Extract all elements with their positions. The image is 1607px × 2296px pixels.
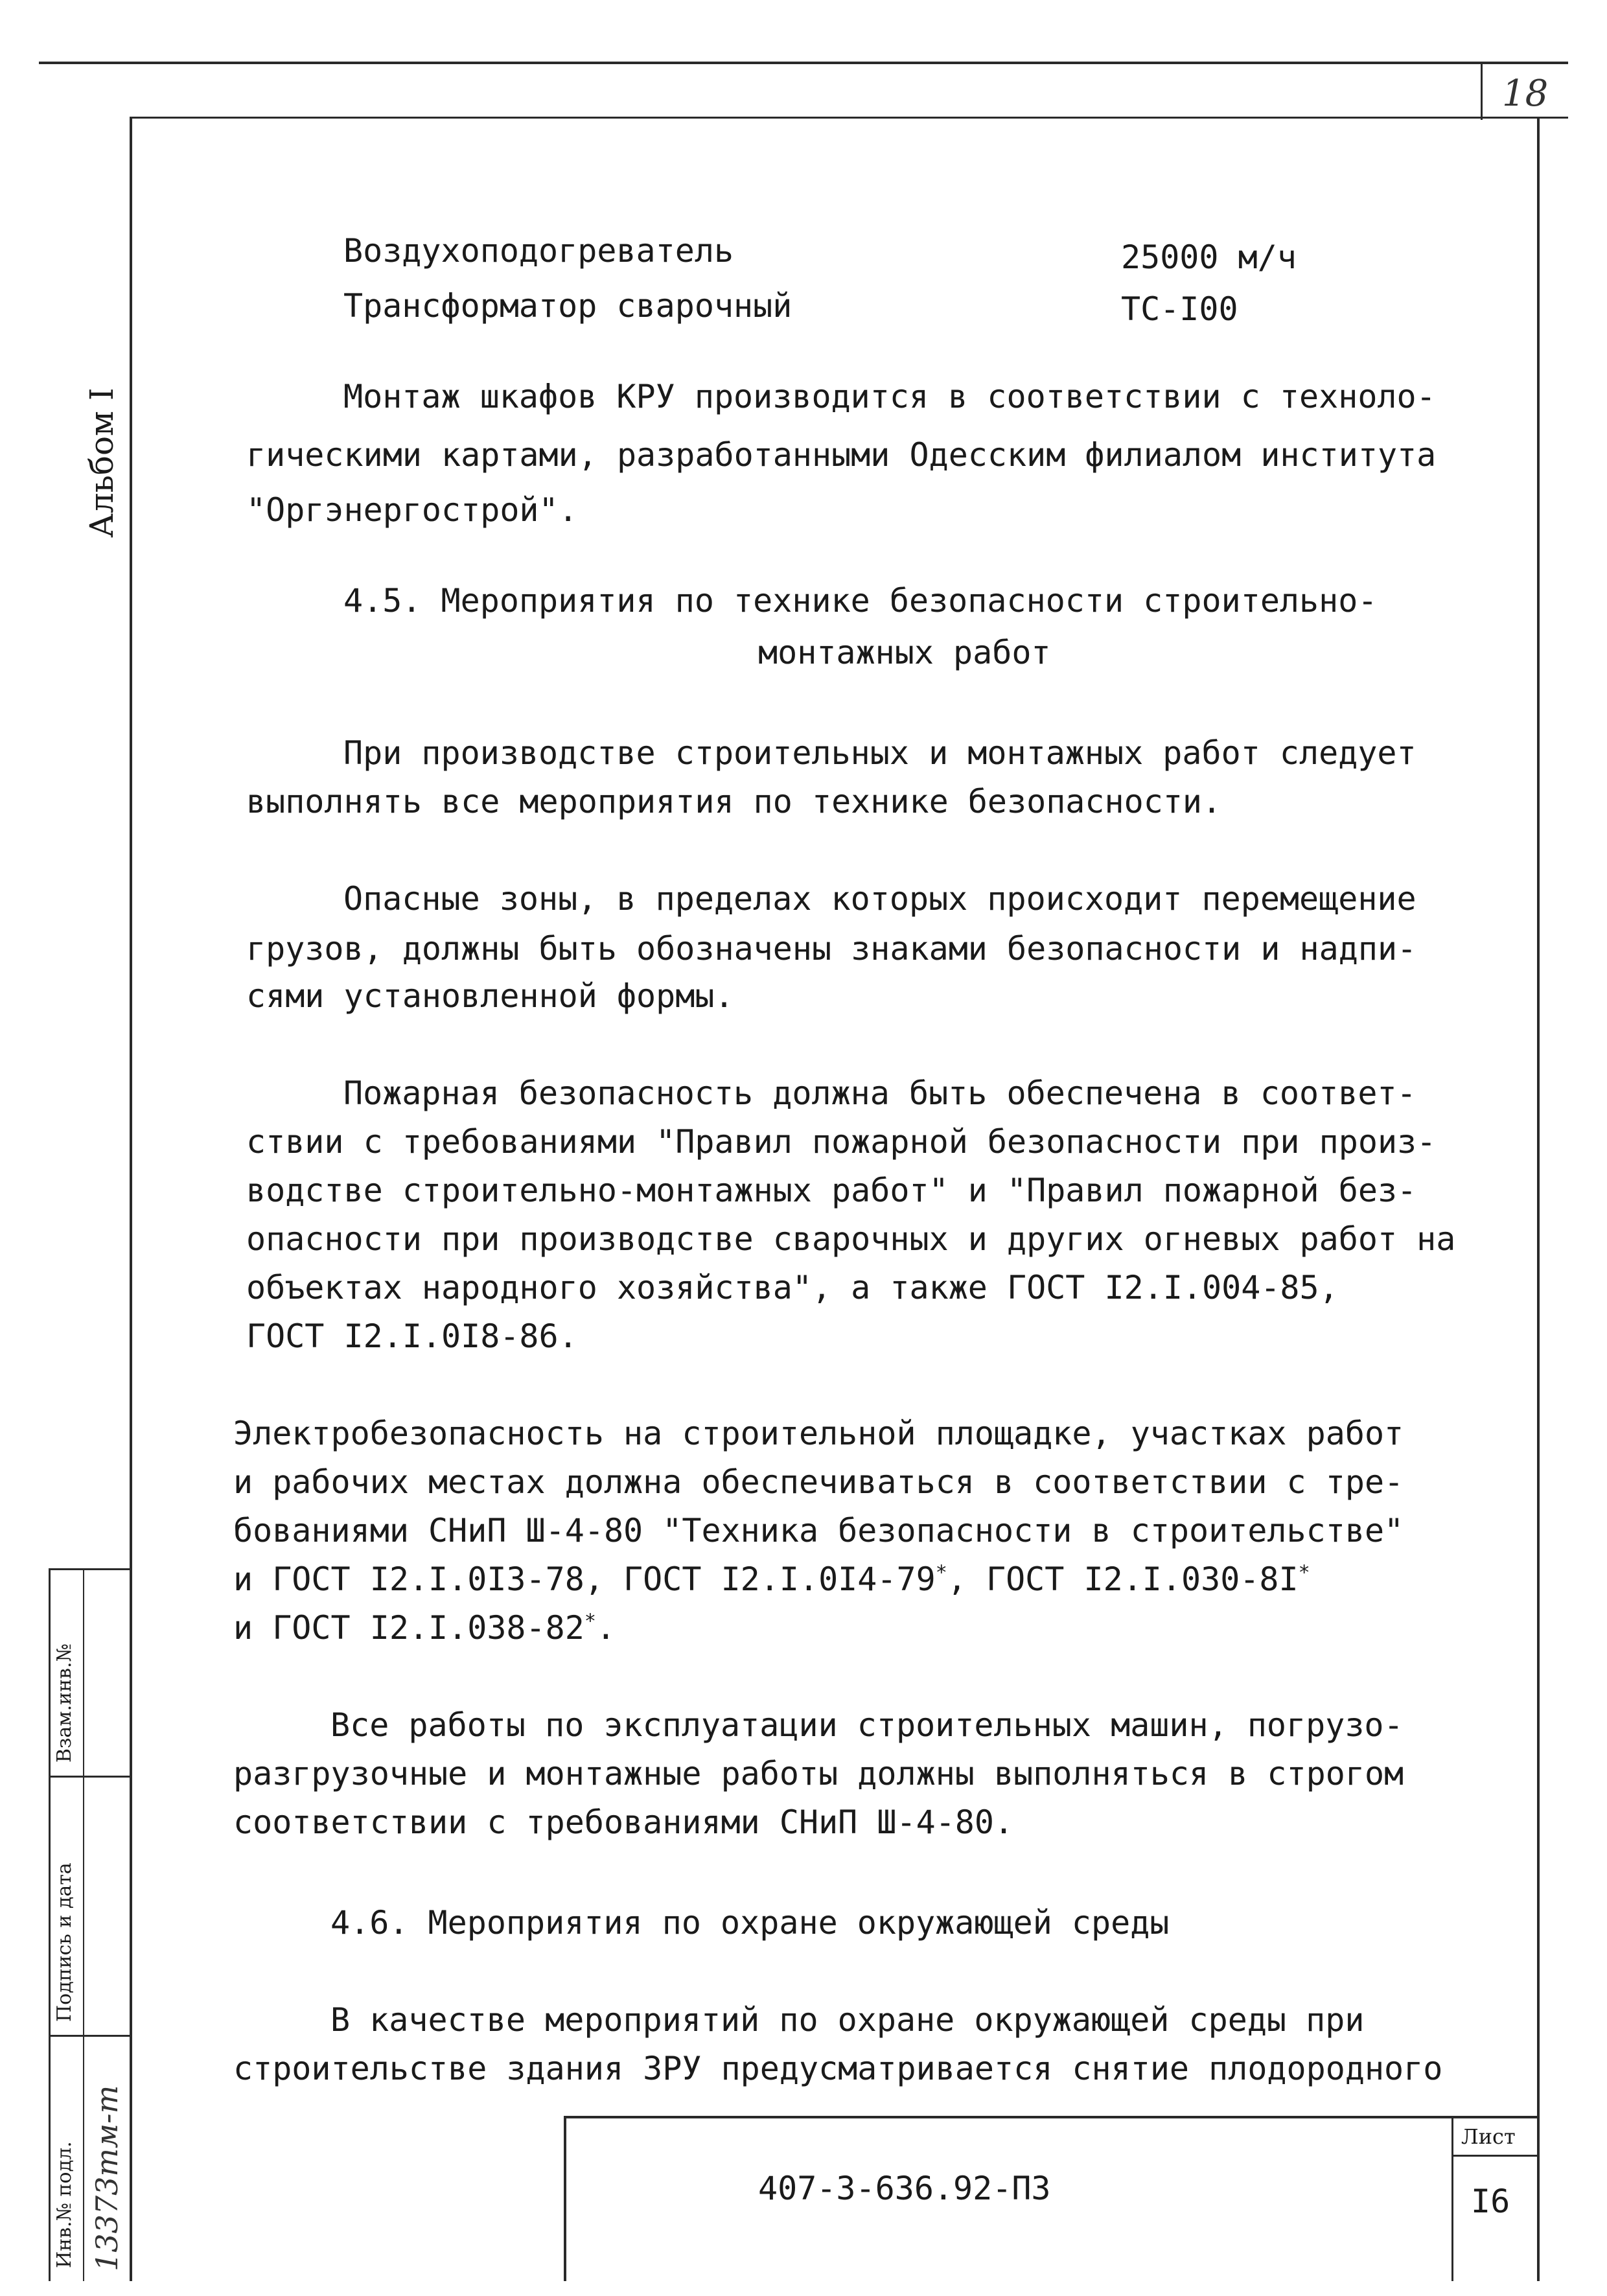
para-electro-line4-b: , ГОСТ I2.I.030-8I bbox=[947, 1560, 1299, 1598]
title-block-top bbox=[564, 2116, 1539, 2118]
title-block-left bbox=[564, 2116, 566, 2281]
para-electro-line4-a: и ГОСТ I2.I.0I3-78, ГОСТ I2.I.0I4-79 bbox=[233, 1560, 936, 1598]
para-electro-line3: бованиями СНиП Ш-4-80 "Техника безопасности в строительстве" bbox=[233, 1512, 1404, 1549]
side-label-original-inv: Инв.№ подл. bbox=[53, 2141, 76, 2268]
para-safety-line1: При производстве строительных и монтажных работ следует bbox=[343, 734, 1416, 772]
para-fire-line3: водстве строительно-монтажных работ" и "Правил пожарной без- bbox=[246, 1172, 1417, 1209]
para-machines-line2: разгрузочные и монтажные работы должны выполняться в строгом bbox=[233, 1755, 1404, 1792]
equipment-name-2: Трансформатор сварочный bbox=[343, 287, 792, 325]
para-electro-line5-end: . bbox=[595, 1609, 616, 1647]
frame-top bbox=[130, 117, 1568, 119]
para-electro-line4 bbox=[233, 1559, 1310, 1601]
sheet-label: Лист bbox=[1461, 2124, 1516, 2149]
heading-4-5-line2: монтажных работ bbox=[758, 634, 1051, 671]
album-label: Альбом I bbox=[83, 388, 121, 538]
sheet-number-box-left bbox=[1481, 62, 1483, 120]
side-strip-div2 bbox=[49, 1776, 132, 1778]
sheet-cell-divider bbox=[1451, 2155, 1539, 2157]
frame-right bbox=[1537, 117, 1540, 2281]
para-fire-line5: объектах народного хозяйства", а также ГОСТ I2.I.004-85, bbox=[246, 1269, 1339, 1306]
para-electro-line1: Электробезопасность на строительной площадке, участках работ bbox=[233, 1415, 1404, 1452]
asterisk-mark: * bbox=[935, 1561, 947, 1584]
side-strip-div1 bbox=[49, 1568, 132, 1570]
para-fire-line2: ствии с требованиями "Правил пожарной безопасности при произ- bbox=[246, 1123, 1437, 1161]
asterisk-mark: * bbox=[1298, 1561, 1310, 1584]
equipment-value-2: ТС-I00 bbox=[1121, 290, 1238, 328]
para-safety-line2: выполнять все мероприятия по технике безопасности. bbox=[246, 783, 1222, 820]
sheet-cell-left bbox=[1451, 2116, 1453, 2281]
para-zones-line3: сями установленной формы. bbox=[246, 977, 734, 1015]
para-electro-line5-text: и ГОСТ I2.I.038-82 bbox=[233, 1609, 584, 1647]
top-rule bbox=[39, 62, 1568, 64]
side-strip-div3 bbox=[49, 2035, 132, 2037]
heading-4-5-line1: 4.5. Мероприятия по технике безопасности строительно- bbox=[343, 582, 1378, 620]
para-zones-line2: грузов, должны быть обозначены знаками безопасности и надпи- bbox=[246, 930, 1417, 968]
heading-4-6: 4.6. Мероприятия по охране окружающей среды bbox=[330, 1904, 1170, 1942]
side-strip-mid bbox=[83, 1568, 84, 2281]
para-machines-line1: Все работы по эксплуатации строительных машин, погрузо- bbox=[330, 1706, 1404, 1744]
para-electro-line5 bbox=[233, 1607, 616, 1649]
para-electro-line2: и рабочих местах должна обеспечиваться в соответствии с тре- bbox=[233, 1463, 1404, 1501]
side-strip-left bbox=[49, 1568, 51, 2281]
equipment-value-1: 25000 м/ч bbox=[1121, 238, 1297, 276]
para-fire-line4: опасности при производстве сварочных и других огневых работ на bbox=[246, 1220, 1456, 1258]
para-fire-line6: ГОСТ I2.I.0I8-86. bbox=[246, 1317, 578, 1355]
para-zones-line1: Опасные зоны, в пределах которых происходит перемещение bbox=[343, 880, 1416, 918]
para-kru-line2: гическими картами, разработанными Одесским филиалом института bbox=[246, 436, 1437, 474]
para-fire-line1: Пожарная безопасность должна быть обеспечена в соответ- bbox=[343, 1074, 1416, 1112]
document-code: 407-3-636.92-ПЗ bbox=[758, 2170, 1051, 2207]
para-machines-line3: соответствии с требованиями СНиП Ш-4-80. bbox=[233, 1803, 1014, 1841]
para-kru-line3: "Оргэнергострой". bbox=[246, 491, 578, 529]
sheet-number-handwritten: 18 bbox=[1502, 73, 1549, 115]
asterisk-mark: * bbox=[584, 1610, 596, 1633]
frame-left bbox=[130, 117, 132, 2281]
sheet-value: I6 bbox=[1471, 2183, 1510, 2220]
side-label-replace-inv: Взам.инв.№ bbox=[53, 1643, 76, 1763]
para-env-line1: В качестве мероприятий по охране окружающей среды при bbox=[330, 2001, 1365, 2039]
equipment-name-1: Воздухоподогреватель bbox=[343, 232, 734, 270]
side-label-signature-date: Подпись и дата bbox=[53, 1862, 76, 2022]
para-env-line2: строительстве здания ЗРУ предусматривается снятие плодородного bbox=[233, 2050, 1443, 2087]
inventory-handwritten: 13373тм-т bbox=[89, 2085, 124, 2271]
para-kru-line1: Монтаж шкафов КРУ производится в соответствии с техноло- bbox=[343, 378, 1436, 415]
